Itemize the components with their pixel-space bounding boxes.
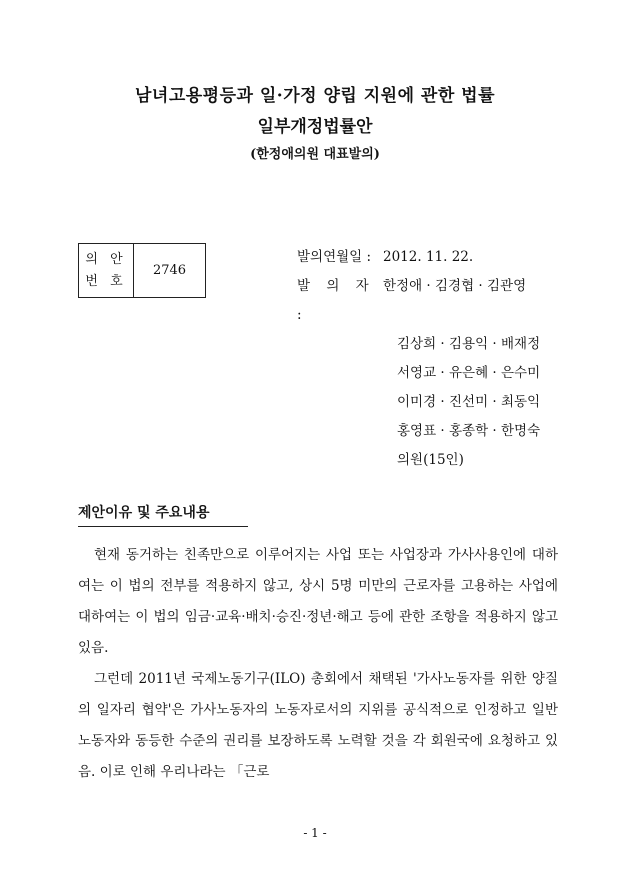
proposer-line: 김상희 · 김용익 · 배재정 <box>397 336 541 352</box>
proposer-line: 서영교 · 유은혜 · 은수미 <box>397 365 541 381</box>
bill-title: 남녀고용평등과 일·가정 양립 지원에 관한 법률 <box>134 86 496 106</box>
date-row <box>297 243 540 272</box>
page-number: - 1 - <box>303 826 327 840</box>
proposer-label: 발 의 자 : <box>297 278 375 323</box>
paragraph: 현재 동거하는 친족만으로 이루어지는 사업 또는 사업장과 가사사용인에 대하여는 이 법의 전부를 적용하지 않고, 상시 5명 미만의 근로자를 고용하는 사업에 대하여는 이 법의 임금·교육·배치·승진·정년·해고 등에 관한 조항을 적용하지 않고 있음. <box>78 547 558 656</box>
bill-number-label: 의 안 번 호 <box>79 244 134 298</box>
proposer-line: 한정애 · 김경협 · 김관영 <box>383 278 527 294</box>
proposer-line: 홍영표 · 홍종학 · 한명숙 <box>397 423 541 439</box>
title-block <box>0 84 630 165</box>
bill-number-table <box>78 243 206 298</box>
proposer-row <box>297 272 540 330</box>
proposal-info <box>297 243 540 475</box>
paragraph: 그런데 2011년 국제노동기구(ILO) 총회에서 채택된 '가사노동자를 위한 양질의 일자리 협약'은 가사노동자의 노동자로서의 지위를 공식적으로 인정하고 일반 노동자와 동등한 수준의 권리를 보장하도록 노력할 것을 각 회원국에 요청하고 있음. 이로 인해 우리나라는 「근로 <box>78 671 558 780</box>
date-label: 발의연월일 : <box>297 249 372 265</box>
proposer-line: 이미경 · 진선미 · 최동익 <box>397 394 541 410</box>
body-text <box>78 540 558 788</box>
bill-number-value: 2746 <box>134 244 206 298</box>
proposer-note: (한정애의원 대표발의) <box>250 147 380 162</box>
section-heading: 제안이유 및 주요내용 <box>78 502 248 527</box>
date-value: 2012. 11. 22. <box>383 249 474 265</box>
proposer-line: 의원(15인) <box>397 452 464 468</box>
bill-subtitle: 일부개정법률안 <box>257 117 373 137</box>
